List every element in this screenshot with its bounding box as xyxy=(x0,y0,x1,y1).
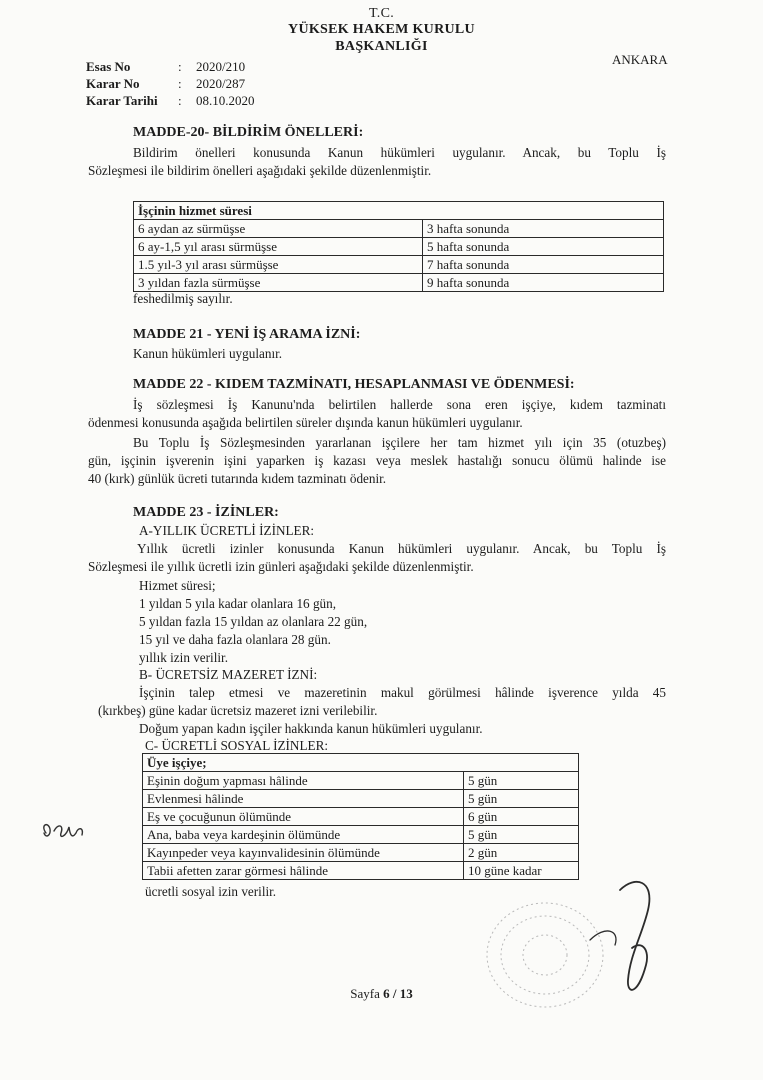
header-tc: T.C. xyxy=(368,6,395,21)
m23-b-line2: (kırkbeş) güne kadar ücretsiz mazeret izni verilebilir. xyxy=(98,703,378,718)
table-row xyxy=(134,256,664,274)
leave-days: 2 gün xyxy=(464,844,579,862)
m23-b-title: B- ÜCRETSİZ MAZERET İZNİ: xyxy=(139,667,318,682)
city: ANKARA xyxy=(612,52,668,67)
m23-c-after: ücretli sosyal izin verilir. xyxy=(145,884,277,899)
m23-title: MADDE 23 - İZİNLER: xyxy=(133,505,279,520)
service-period: 3 yıldan fazla sürmüşse xyxy=(134,274,423,292)
table-row xyxy=(143,844,579,862)
table-row xyxy=(143,790,579,808)
notice-value: 3 hafta sonunda xyxy=(423,220,664,238)
social-leave-table xyxy=(142,753,579,880)
m23-a-line5: 5 yıldan fazla 15 yıldan az olanlara 22 gün, xyxy=(139,614,368,629)
m22-line4: gün, işçinin işverenin işini yaparken iş kazası veya meslek hastalığı sonucu ölümü halinde ise xyxy=(88,453,666,468)
leave-reason: Eş ve çocuğunun ölümünde xyxy=(143,808,464,826)
meta-label: Esas No xyxy=(86,59,131,74)
leave-reason: Kayınpeder veya kayınvalidesinin ölümünde xyxy=(143,844,464,862)
leave-reason: Tabii afetten zarar görmesi hâlinde xyxy=(143,862,464,880)
leave-reason: Ana, baba veya kardeşinin ölümünde xyxy=(143,826,464,844)
m23-b-line1: İşçinin talep etmesi ve mazeretinin makul görülmesi hâlinde işverence yılda 45 xyxy=(139,685,666,700)
header-presidency: BAŞKANLIĞI xyxy=(335,39,428,54)
notice-value: 5 hafta sonunda xyxy=(423,238,664,256)
handwritten-initial-mark xyxy=(36,815,96,845)
m23-a-line4: 1 yıldan 5 yıla kadar olanlara 16 gün, xyxy=(139,596,337,611)
m22-line3: Bu Toplu İş Sözleşmesinden yararlanan işçilere her tam hizmet yılı için 35 (otuzbeş) xyxy=(133,435,666,450)
service-period: 6 ay-1,5 yıl arası sürmüşse xyxy=(134,238,423,256)
m22-line5: 40 (kırk) günlük ücreti tutarında kıdem tazminatı ödenir. xyxy=(88,471,387,486)
notice-table-header: İşçinin hizmet süresi xyxy=(134,202,664,220)
m23-a-line7: yıllık izin verilir. xyxy=(139,650,229,665)
meta-value: 2020/210 xyxy=(196,59,246,74)
m22-line2: ödenmesi konusunda aşağıda belirtilen süreler dışında kanun hükümleri uygulanır. xyxy=(88,415,523,430)
m20-after: feshedilmiş sayılır. xyxy=(133,291,233,306)
m22-line1: İş sözleşmesi İş Kanunu'nda belirtilen hallerde sona eren işçiye, kıdem tazminatı xyxy=(133,397,666,412)
leave-days: 5 gün xyxy=(464,790,579,808)
m22-title: MADDE 22 - KIDEM TAZMİNATI, HESAPLANMASI VE ÖDENMESİ: xyxy=(133,377,575,392)
leave-days: 10 güne kadar xyxy=(464,862,579,880)
m21-title: MADDE 21 - YENİ İŞ ARAMA İZNİ: xyxy=(133,327,361,342)
m23-a-title: A-YILLIK ÜCRETLİ İZİNLER: xyxy=(139,523,315,538)
service-period: 6 aydan az sürmüşse xyxy=(134,220,423,238)
notice-value: 7 hafta sonunda xyxy=(423,256,664,274)
service-period: 1.5 yıl-3 yıl arası sürmüşse xyxy=(134,256,423,274)
m23-a-line6: 15 yıl ve daha fazla olanlara 28 gün. xyxy=(139,632,331,647)
meta-colon: : xyxy=(178,76,182,91)
meta-colon: : xyxy=(178,93,182,108)
m20-line2: Sözleşmesi ile bildirim önelleri aşağıdaki şekilde düzenlenmiştir. xyxy=(88,163,432,178)
page-count: 6 / 13 xyxy=(383,986,413,1001)
table-row xyxy=(134,220,664,238)
m21-line1: Kanun hükümleri uygulanır. xyxy=(133,346,283,361)
meta-label: Karar No xyxy=(86,76,140,91)
m20-title: MADDE-20- BİLDİRİM ÖNELLERİ: xyxy=(133,125,364,140)
meta-colon: : xyxy=(178,59,182,74)
meta-row-tarih xyxy=(86,92,255,109)
table-row xyxy=(143,808,579,826)
page-label: Sayfa xyxy=(350,986,380,1001)
meta-value: 08.10.2020 xyxy=(196,93,255,108)
m23-a-line1: Yıllık ücretli izinler konusunda Kanun hükümleri uygulanır. Ancak, bu Toplu İş xyxy=(137,541,666,556)
m23-c-title: C- ÜCRETLİ SOSYAL İZİNLER: xyxy=(145,738,329,753)
m23-a-line2: Sözleşmesi ile yıllık ücretli izin günleri aşağıdaki şekilde düzenlenmiştir. xyxy=(88,559,474,574)
table-row xyxy=(143,826,579,844)
table-row xyxy=(143,772,579,790)
meta-row-karar xyxy=(86,75,255,92)
leave-days: 5 gün xyxy=(464,826,579,844)
m23-a-line3: Hizmet süresi; xyxy=(139,578,216,593)
leave-days: 6 gün xyxy=(464,808,579,826)
meta-value: 2020/287 xyxy=(196,76,246,91)
notice-period-table xyxy=(133,201,664,292)
leave-reason: Eşinin doğum yapması hâlinde xyxy=(143,772,464,790)
leave-reason: Evlenmesi hâlinde xyxy=(143,790,464,808)
meta-row-esas xyxy=(86,58,255,75)
meta-label: Karar Tarihi xyxy=(86,93,158,108)
m23-b-line3: Doğum yapan kadın işçiler hakkında kanun hükümleri uygulanır. xyxy=(139,721,483,736)
page-number xyxy=(0,986,763,1002)
social-table-header: Üye işçiye; xyxy=(143,754,579,772)
notice-value: 9 hafta sonunda xyxy=(423,274,664,292)
table-row xyxy=(134,238,664,256)
leave-days: 5 gün xyxy=(464,772,579,790)
case-meta xyxy=(86,58,255,109)
m20-line1: Bildirim önelleri konusunda Kanun hükümleri uygulanır. Ancak, bu Toplu İş xyxy=(133,145,666,160)
table-row xyxy=(134,274,664,292)
header-institution: YÜKSEK HAKEM KURULU xyxy=(288,22,475,37)
